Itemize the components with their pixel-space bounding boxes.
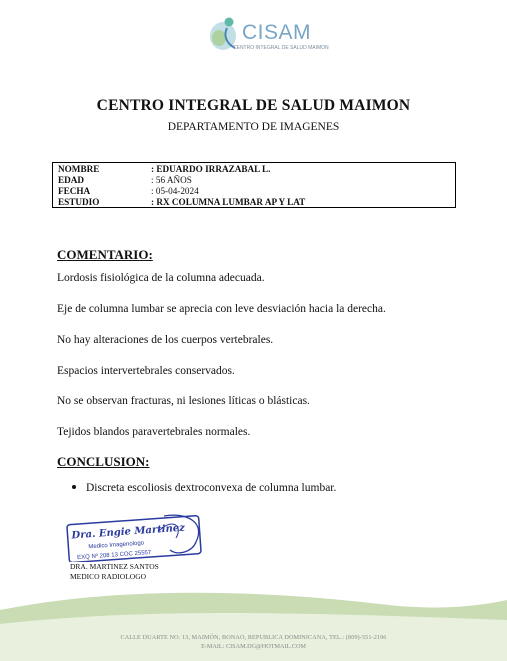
stamp-graphic — [66, 512, 211, 562]
comentario-heading: COMENTARIO: — [57, 247, 153, 262]
info-label: NOMBRE — [58, 164, 100, 174]
patient-info-table — [52, 162, 456, 208]
bullet-icon — [72, 485, 76, 489]
info-label: EDAD — [58, 175, 85, 185]
signer-name: DRA. MARTINEZ SANTOS — [70, 562, 159, 571]
finding-item: Lordosis fisiológica de la columna adecuada. — [57, 272, 265, 284]
finding-item: No hay alteraciones de los cuerpos vertebrales. — [57, 334, 274, 346]
info-value: : RX COLUMNA LUMBAR AP Y LAT — [151, 197, 306, 207]
info-row-fecha — [58, 186, 455, 197]
info-value: : 56 AÑOS — [151, 175, 192, 185]
conclusion-item — [72, 482, 336, 494]
info-row-estudio — [58, 197, 455, 208]
signature-block — [70, 562, 159, 582]
finding-item: Tejidos blandos paravertebrales normales. — [57, 426, 251, 438]
cisam-logo — [205, 12, 329, 56]
footer-wave — [0, 590, 507, 661]
info-row-nombre — [58, 164, 455, 175]
info-value: : EDUARDO IRRAZABAL L. — [151, 164, 271, 174]
finding-item: Eje de columna lumbar se aprecia con leve desviación hacia la derecha. — [57, 303, 386, 315]
info-label: ESTUDIO — [58, 197, 100, 207]
footer-email: E-MAIL: CISAM.DG@HOTMAIL.COM — [201, 643, 306, 650]
info-row-edad — [58, 175, 455, 186]
logo-subtext: CENTRO INTEGRAL DE SALUD MAIMON — [233, 45, 329, 51]
logo-wordmark: CISAM — [242, 21, 312, 44]
signer-title: MEDICO RADIOLOGO — [70, 572, 147, 581]
stamp-name-text: Dra. Engie Martinez — [71, 522, 186, 542]
finding-item: Espacios intervertebrales conservados. — [57, 365, 235, 377]
signature-stamp — [66, 512, 211, 562]
stamp-title-text: Medico Imagenologo — [88, 540, 145, 551]
department-name: DEPARTAMENTO DE IMAGENES — [167, 121, 340, 133]
info-value: : 05-04-2024 — [151, 186, 199, 196]
stamp-exequatur-text: EXQ Nº 208 13 COC 25557 — [76, 549, 152, 562]
finding-item: No se observan fracturas, ni lesiones líticas o blásticas. — [57, 395, 310, 407]
conclusion-heading: CONCLUSION: — [57, 454, 150, 469]
document-title: CENTRO INTEGRAL DE SALUD MAIMON — [96, 97, 411, 114]
footer-address: CALLE DUARTE NO. 13, MAIMÓN, BONAO, REPUBLICA DOMINICANA, TEL.: (809)-551-2196 — [120, 634, 387, 641]
conclusion-text: Discreta escoliosis dextroconvexa de columna lumbar. — [86, 482, 337, 494]
info-label: FECHA — [58, 186, 91, 196]
